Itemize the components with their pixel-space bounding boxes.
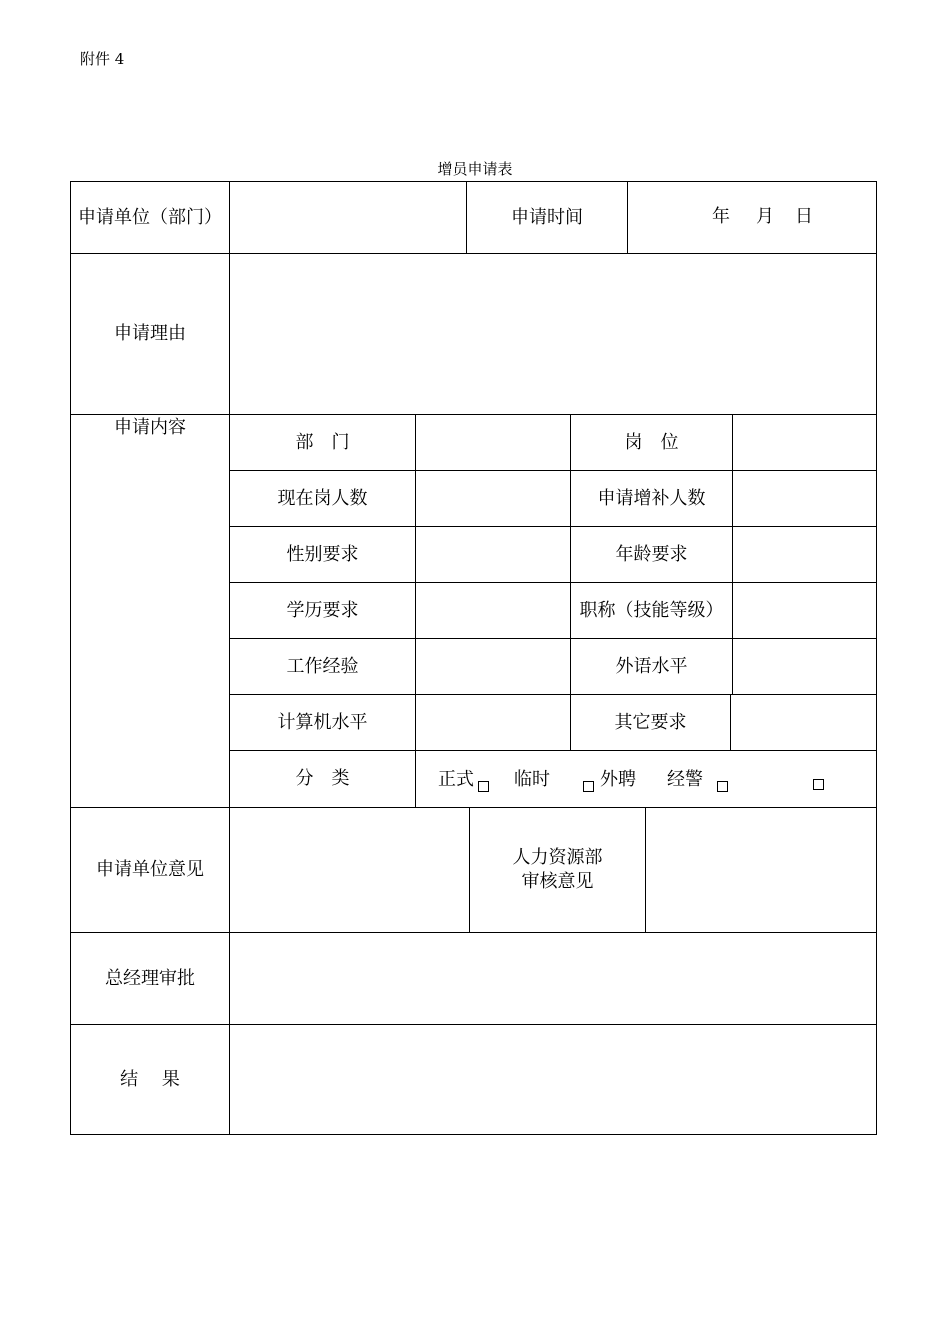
other-req-field[interactable] <box>731 695 876 750</box>
work-experience-label: 工作经验 <box>286 655 359 677</box>
other-req-label: 其它要求 <box>614 711 687 733</box>
content-label: 申请内容 <box>114 417 186 438</box>
education-req-label: 学历要求 <box>286 599 359 621</box>
title-level-field[interactable] <box>733 583 876 638</box>
checkbox-regular[interactable] <box>478 781 489 792</box>
annex-label: 附件 4 <box>80 50 125 68</box>
unit-opinion-label: 申请单位意见 <box>96 859 204 880</box>
category-option-security: 经警 <box>667 769 703 790</box>
reason-label: 申请理由 <box>114 323 186 344</box>
gender-req-label: 性别要求 <box>286 543 359 565</box>
category-option-temporary: 临时 <box>514 769 550 790</box>
unit-opinion-field[interactable] <box>231 808 469 932</box>
hr-review-label <box>470 808 645 932</box>
date-day-label: 日 <box>795 206 813 227</box>
date-year-label: 年 <box>712 206 730 227</box>
grid-line <box>70 1134 877 1135</box>
checkbox-external[interactable] <box>717 781 728 792</box>
foreign-language-field[interactable] <box>733 639 876 694</box>
date-month-label: 月 <box>756 206 774 227</box>
position-field[interactable] <box>733 415 876 470</box>
result-label: 结 果 <box>120 1068 180 1090</box>
grid-line <box>627 181 628 253</box>
checkbox-security[interactable] <box>813 779 824 790</box>
age-req-field[interactable] <box>733 527 876 582</box>
checkbox-temporary[interactable] <box>583 781 594 792</box>
hr-review-field[interactable] <box>646 808 876 932</box>
category-option-regular: 正式 <box>438 769 474 790</box>
dept-label: 部 门 <box>295 431 350 453</box>
hr-review-line1: 人力资源部 <box>512 847 603 868</box>
grid-line <box>876 181 877 1135</box>
gm-approval-label: 总经理审批 <box>105 967 195 989</box>
category-option-external: 外聘 <box>600 769 636 790</box>
applicant-unit-field[interactable] <box>231 182 466 253</box>
category-label: 分 类 <box>295 768 350 789</box>
foreign-language-label: 外语水平 <box>615 655 688 677</box>
current-staff-field[interactable] <box>416 471 570 526</box>
reason-field[interactable] <box>231 254 876 414</box>
current-staff-label: 现在岗人数 <box>277 487 368 509</box>
apply-time-label: 申请时间 <box>511 206 583 228</box>
gm-approval-field[interactable] <box>231 933 876 1024</box>
applicant-unit-label: 申请单位（部门） <box>78 206 222 228</box>
requested-headcount-label: 申请增补人数 <box>597 487 706 509</box>
computer-skill-label: 计算机水平 <box>277 711 368 733</box>
requested-headcount-field[interactable] <box>733 471 876 526</box>
work-experience-field[interactable] <box>416 639 570 694</box>
result-field[interactable] <box>231 1025 876 1134</box>
age-req-label: 年龄要求 <box>615 543 688 565</box>
computer-skill-field[interactable] <box>416 695 570 750</box>
hr-review-line2: 审核意见 <box>521 871 594 892</box>
gender-req-field[interactable] <box>416 527 570 582</box>
position-label: 岗 位 <box>624 431 679 453</box>
dept-field[interactable] <box>416 415 570 470</box>
form-title: 增员申请表 <box>437 160 513 178</box>
title-level-label: 职称（技能等级） <box>579 599 724 621</box>
education-req-field[interactable] <box>416 583 570 638</box>
